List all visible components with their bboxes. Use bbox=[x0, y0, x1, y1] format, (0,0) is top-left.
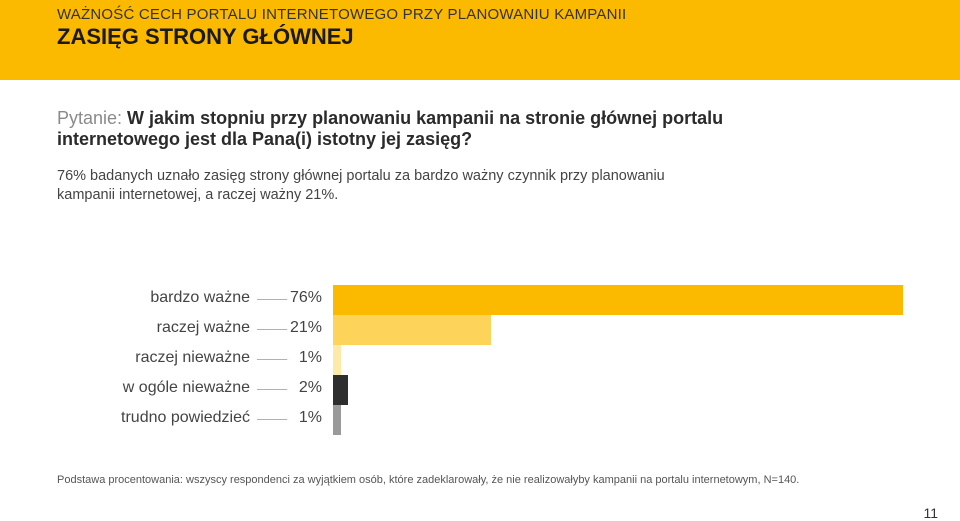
header-band bbox=[0, 0, 960, 80]
category-label: bardzo ważne bbox=[150, 289, 250, 306]
leader-line bbox=[257, 359, 287, 360]
leader-line bbox=[257, 329, 287, 330]
value-label: 2% bbox=[298, 379, 322, 396]
question-label: Pytanie: bbox=[57, 108, 123, 128]
category-label: w ogóle nieważne bbox=[122, 379, 250, 396]
question-text: W jakim stopniu przy planowaniu kampanii na stronie głównej portalu internetowego jest dla Pana(i) istotny jej zasięg? bbox=[57, 108, 724, 149]
page-title: ZASIĘG STRONY GŁÓWNEJ bbox=[57, 24, 354, 49]
bar-chart bbox=[0, 270, 960, 440]
leader-line bbox=[257, 299, 287, 300]
bar bbox=[333, 315, 491, 345]
category-label: raczej nieważne bbox=[135, 349, 250, 366]
value-label: 76% bbox=[290, 289, 323, 306]
summary-text: 76% badanych uznało zasięg strony głównej portalu za bardzo ważny czynnik przy planowaniu kampanii internetowej, a raczej ważny 21%. bbox=[57, 168, 665, 203]
leader-line bbox=[257, 419, 287, 420]
footnote: Podstawa procentowania: wszyscy respondenci za wyjątkiem osób, które zadeklarowały, że nie realizowałyby kampanii na portalu internetowym, N=140. bbox=[57, 474, 800, 486]
category-label: raczej ważne bbox=[156, 319, 250, 336]
bar bbox=[333, 405, 341, 435]
page-supertitle: WAŻNOŚĆ CECH PORTALU INTERNETOWEGO PRZY PLANOWANIU KAMPANII bbox=[57, 6, 627, 23]
bar bbox=[333, 345, 341, 375]
question bbox=[57, 108, 777, 150]
value-label: 1% bbox=[298, 409, 322, 426]
value-label: 21% bbox=[290, 319, 323, 336]
category-label: trudno powiedzieć bbox=[121, 409, 250, 426]
page-number: 11 bbox=[923, 505, 938, 521]
leader-line bbox=[257, 389, 287, 390]
bar bbox=[333, 285, 903, 315]
value-label: 1% bbox=[298, 349, 322, 366]
bar bbox=[333, 375, 348, 405]
